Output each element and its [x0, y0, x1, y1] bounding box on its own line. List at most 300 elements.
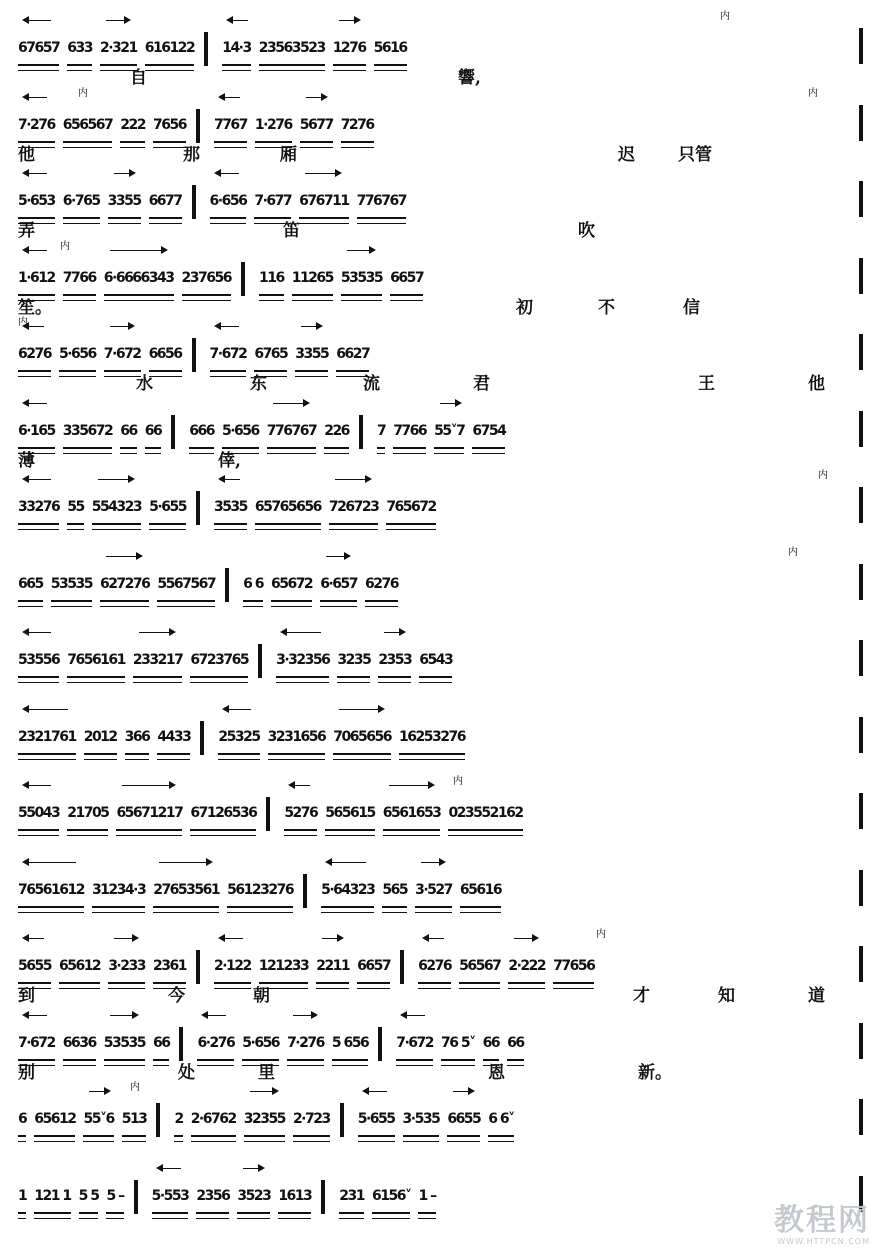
note-group: 7·276: [287, 1028, 324, 1061]
note-group: 2356: [196, 1181, 229, 1214]
slur-arrow: [24, 326, 44, 327]
lyric-char: 笛: [283, 221, 300, 241]
note-group: 5·553: [152, 1181, 189, 1214]
slur-arrow: [106, 20, 129, 21]
note-group: 53535: [104, 1028, 145, 1061]
slur-arrow: [339, 20, 359, 21]
score-row: [18, 624, 863, 700]
note-group: 6656: [149, 339, 182, 372]
lyrics-line: [18, 145, 863, 167]
score-row: [18, 471, 863, 547]
lyric-char: 水: [136, 374, 153, 394]
barline: [258, 644, 262, 678]
slur-arrow: [421, 862, 444, 863]
slur-arrow: [24, 173, 47, 174]
barline: [200, 721, 204, 755]
note-group: 56567: [459, 951, 500, 984]
end-barline: [859, 870, 863, 906]
barline: [179, 1027, 183, 1061]
slur-arrow: [24, 785, 51, 786]
score-row: [18, 165, 863, 241]
lyric-char: 君: [473, 374, 490, 394]
slur-arrow: [389, 785, 433, 786]
note-group: 3523: [237, 1181, 270, 1214]
note-group: 2321761: [18, 722, 76, 755]
note-group: 7766: [63, 263, 96, 296]
note-group: 2·6762: [191, 1104, 236, 1137]
end-barline: [859, 28, 863, 64]
lyrics-line: [18, 604, 863, 626]
note-group: 21705: [67, 798, 108, 831]
slur-arrow: [24, 709, 68, 710]
note-line: [18, 256, 863, 296]
slur-arrow: [24, 632, 51, 633]
note-line: [18, 485, 863, 525]
slur-arrow: [24, 403, 47, 404]
nei-mark: 内: [596, 929, 606, 940]
note-group: 554323: [92, 492, 141, 525]
note-group: 5·656: [59, 339, 96, 372]
slur-arrow: [159, 862, 211, 863]
note-group: 11265: [292, 263, 333, 296]
watermark-url: WWW.HTTPCN.COM: [777, 1237, 870, 1246]
note-group: 1276: [333, 33, 366, 66]
lyric-char: 自: [130, 68, 147, 88]
slur-arrow: [424, 938, 444, 939]
barline: [340, 1103, 344, 1137]
lyric-char: 那: [183, 144, 200, 165]
watermark: [774, 1205, 870, 1247]
note-line: [18, 791, 863, 831]
barline: [378, 1027, 382, 1061]
lyrics-line: [18, 68, 863, 90]
slur-arrow: [114, 938, 137, 939]
slur-arrow: [110, 250, 166, 251]
barline: [266, 797, 270, 831]
note-group: 53556: [18, 645, 59, 678]
note-group: 565615: [325, 798, 374, 831]
lyrics-line: [18, 833, 863, 855]
note-group: 6754: [472, 416, 505, 449]
lyrics-line: [18, 1063, 863, 1085]
slur-arrow: [402, 1015, 425, 1016]
note-group: 023552162: [448, 798, 522, 831]
note-group: 6636: [63, 1028, 96, 1061]
watermark-logo: 教程网: [774, 1203, 870, 1238]
note-group: 14·3: [222, 33, 251, 66]
note-group: 5 656: [332, 1028, 368, 1061]
note-line: [18, 26, 863, 66]
lyric-char: 迟: [618, 144, 635, 165]
slur-arrow: [326, 556, 349, 557]
note-group: 3355: [108, 186, 141, 219]
slur-arrow: [220, 479, 240, 480]
lyrics-line: [18, 680, 863, 702]
slur-arrow: [322, 938, 342, 939]
note-group: 6·765: [63, 186, 100, 219]
note-group: 7·677: [254, 186, 291, 219]
end-barline: [859, 487, 863, 523]
note-group: 5·64323: [321, 875, 374, 908]
note-group: 5616: [374, 33, 407, 66]
note-group: 7065656: [333, 722, 391, 755]
note-group: 3·535: [403, 1104, 440, 1137]
note-group: 7767: [214, 110, 247, 143]
lyric-char: 才: [633, 986, 650, 1006]
note-group: 2: [174, 1104, 182, 1137]
slur-arrow: [327, 862, 366, 863]
note-group: 65612: [34, 1104, 75, 1137]
note-line: [18, 1097, 863, 1137]
note-group: 121233: [259, 951, 308, 984]
lyric-char: 響,: [458, 68, 481, 88]
nei-mark: 内: [808, 87, 818, 99]
slur-arrow: [24, 250, 47, 251]
lyric-char: 东: [250, 374, 267, 394]
note-group: 5677: [300, 110, 333, 143]
slur-arrow: [282, 632, 321, 633]
slur-arrow: [514, 938, 537, 939]
note-line: [18, 1174, 863, 1214]
note-group: 65672: [271, 569, 312, 602]
end-barline: [859, 640, 863, 676]
barline: [134, 1180, 138, 1214]
note-group: 6 6: [243, 569, 263, 602]
note-group: 2·321: [100, 33, 137, 66]
note-line: [18, 103, 863, 143]
note-line: [18, 179, 863, 219]
score-row: [18, 12, 863, 88]
slur-arrow: [24, 862, 76, 863]
lyric-char: 厢: [280, 144, 297, 165]
barline: [321, 1180, 325, 1214]
note-group: 66: [120, 416, 136, 449]
slur-arrow: [273, 403, 308, 404]
lyrics-line: [18, 986, 863, 1008]
note-group: 6677: [149, 186, 182, 219]
slur-arrow: [110, 1015, 137, 1016]
slur-arrow: [339, 709, 383, 710]
lyric-char: 薄: [18, 450, 35, 471]
note-group: 3·527: [415, 875, 452, 908]
note-group: 67657: [18, 33, 59, 66]
lyric-char: 恩: [488, 1062, 505, 1083]
slur-arrow: [158, 1168, 181, 1169]
note-group: 6765: [254, 339, 287, 372]
barline: [196, 950, 200, 984]
note-group: 55˅7: [434, 416, 464, 449]
nei-mark: 内: [818, 470, 828, 481]
note-group: 2211: [316, 951, 349, 984]
slur-arrow: [24, 938, 44, 939]
note-group: 5 5: [79, 1181, 99, 1214]
note-group: 776767: [267, 416, 316, 449]
slur-arrow: [440, 403, 460, 404]
note-group: 5567567: [157, 569, 215, 602]
note-group: 5·653: [18, 186, 55, 219]
note-line: [18, 944, 863, 984]
barline: [204, 32, 208, 66]
note-group: 66: [507, 1028, 523, 1061]
score-row: [18, 930, 863, 1006]
lyric-char: 到: [18, 986, 35, 1006]
note-group: 6627: [336, 339, 369, 372]
note-line: [18, 409, 863, 449]
note-group: 726723: [329, 492, 378, 525]
lyric-char: 弄: [18, 221, 35, 241]
note-group: 6276: [418, 951, 451, 984]
note-group: 6657: [357, 951, 390, 984]
note-group: 6723765: [190, 645, 248, 678]
nei-mark: 内: [18, 317, 28, 328]
note-group: 2·222: [508, 951, 545, 984]
note-group: 1613: [278, 1181, 311, 1214]
note-line: [18, 332, 863, 372]
slur-arrow: [250, 1091, 277, 1092]
note-group: 656567: [63, 110, 112, 143]
note-group: 1·276: [255, 110, 292, 143]
barline: [192, 338, 196, 372]
lyrics-line: [18, 221, 863, 243]
barline: [156, 1103, 160, 1137]
slur-arrow: [24, 20, 51, 21]
note-group: 5·656: [222, 416, 259, 449]
slur-arrow: [290, 785, 310, 786]
note-group: 616122: [145, 33, 194, 66]
note-group: 67126536: [190, 798, 256, 831]
note-group: 23563523: [259, 33, 325, 66]
score-row: [18, 854, 863, 930]
note-group: 66: [145, 416, 161, 449]
slur-arrow: [364, 1091, 387, 1092]
note-group: 6655: [447, 1104, 480, 1137]
note-group: 6156˅: [372, 1181, 410, 1214]
note-group: 7·672: [18, 1028, 55, 1061]
note-line: [18, 1021, 863, 1061]
note-group: 16253276: [399, 722, 465, 755]
slur-arrow: [335, 479, 370, 480]
note-group: 3·32356: [276, 645, 329, 678]
note-group: 7766: [393, 416, 426, 449]
note-group: 5·655: [149, 492, 186, 525]
end-barline: [859, 334, 863, 370]
score-row: [18, 1007, 863, 1083]
lyric-char: 他: [18, 144, 35, 165]
note-group: 1: [18, 1181, 26, 1214]
note-group: 6·656: [210, 186, 247, 219]
slur-arrow: [216, 173, 239, 174]
note-group: 5 –: [106, 1181, 123, 1214]
note-line: [18, 715, 863, 755]
slur-arrow: [203, 1015, 226, 1016]
end-barline: [859, 793, 863, 829]
score-row: [18, 1083, 863, 1159]
lyrics-line: [18, 1139, 863, 1161]
slur-arrow: [24, 97, 47, 98]
end-barline: [859, 717, 863, 753]
note-group: 5655: [18, 951, 51, 984]
note-group: 32355: [244, 1104, 285, 1137]
nei-mark: 内: [788, 546, 798, 558]
note-group: 55043: [18, 798, 59, 831]
lyrics-line: [18, 757, 863, 779]
lyrics-line: [18, 451, 863, 473]
note-group: 565: [382, 875, 407, 908]
slur-arrow: [243, 1168, 263, 1169]
note-group: 633: [67, 33, 92, 66]
slur-arrow: [347, 250, 374, 251]
note-group: 66: [153, 1028, 169, 1061]
slur-arrow: [453, 1091, 473, 1092]
lyric-char: 王: [698, 374, 715, 394]
note-group: 7·276: [18, 110, 55, 143]
note-group: 76561612: [18, 875, 84, 908]
slur-arrow: [106, 556, 141, 557]
note-group: 366: [125, 722, 150, 755]
barline: [196, 109, 200, 143]
slur-arrow: [110, 326, 133, 327]
note-group: 7276: [341, 110, 374, 143]
lyric-char: 他: [808, 374, 825, 394]
barline: [400, 950, 404, 984]
note-group: 6561653: [383, 798, 441, 831]
lyric-char: 倖,: [218, 450, 241, 471]
note-group: 676711: [299, 186, 348, 219]
barline: [359, 415, 363, 449]
barline: [241, 262, 245, 296]
slur-arrow: [98, 479, 133, 480]
slur-arrow: [305, 173, 340, 174]
lyric-char: 信: [683, 297, 700, 318]
barline: [225, 568, 229, 602]
note-group: 3355: [295, 339, 328, 372]
nei-mark: 内: [720, 11, 730, 22]
lyrics-line: [18, 527, 863, 549]
slur-arrow: [306, 97, 326, 98]
note-group: 6 6˅: [488, 1104, 513, 1137]
note-group: 3235: [337, 645, 370, 678]
lyrics-line: [18, 298, 863, 320]
note-group: 335672: [63, 416, 112, 449]
note-group: 4433: [157, 722, 190, 755]
lyric-char: 吹: [578, 221, 595, 241]
note-group: 2·122: [214, 951, 251, 984]
note-group: 233217: [133, 645, 182, 678]
note-group: 1 –: [418, 1181, 435, 1214]
note-group: 31234·3: [92, 875, 145, 908]
slur-arrow: [216, 326, 239, 327]
end-barline: [859, 1099, 863, 1135]
score-row: [18, 548, 863, 624]
note-group: 27653561: [153, 875, 219, 908]
note-group: 3535: [214, 492, 247, 525]
slur-arrow: [301, 326, 321, 327]
end-barline: [859, 258, 863, 294]
note-group: 6276: [18, 339, 51, 372]
lyric-char: 别: [18, 1062, 35, 1083]
score-row: [18, 242, 863, 318]
note-group: 513: [122, 1104, 147, 1137]
slur-arrow: [24, 479, 51, 480]
lyrics-line: [18, 910, 863, 932]
note-group: 7·672: [396, 1028, 433, 1061]
score-row: [18, 777, 863, 853]
lyric-char: 只管: [678, 144, 712, 165]
note-group: 65765656: [255, 492, 321, 525]
note-group: 3·233: [108, 951, 145, 984]
note-group: 55: [67, 492, 83, 525]
note-group: 5276: [284, 798, 317, 831]
note-group: 6: [18, 1104, 26, 1137]
slur-arrow: [89, 1091, 109, 1092]
note-group: 5·656: [242, 1028, 279, 1061]
note-group: 237656: [182, 263, 231, 296]
note-group: 1·612: [18, 263, 55, 296]
nei-mark: 内: [130, 1082, 140, 1093]
note-group: 231: [339, 1181, 364, 1214]
lyric-char: 道: [808, 986, 825, 1006]
note-group: 5·655: [358, 1104, 395, 1137]
note-group: 7656: [153, 110, 186, 143]
note-group: 627276: [100, 569, 149, 602]
nei-mark: 内: [453, 776, 463, 787]
end-barline: [859, 1023, 863, 1059]
barline: [196, 491, 200, 525]
slur-arrow: [293, 1015, 316, 1016]
note-group: 665: [18, 569, 43, 602]
lyrics-line: [18, 374, 863, 396]
note-group: 76 5˅: [441, 1028, 475, 1061]
note-group: 56123276: [227, 875, 293, 908]
note-group: 3231656: [268, 722, 326, 755]
lyric-char: 流: [363, 374, 380, 394]
note-group: 65671217: [116, 798, 182, 831]
slur-arrow: [228, 20, 248, 21]
slur-arrow: [220, 97, 240, 98]
note-group: 7: [377, 416, 385, 449]
note-group: 765672: [386, 492, 435, 525]
note-group: 776767: [357, 186, 406, 219]
slur-arrow: [384, 632, 404, 633]
note-group: 6·657: [320, 569, 357, 602]
slur-arrow: [220, 938, 243, 939]
note-group: 7·672: [104, 339, 141, 372]
lyric-char: 笙。: [18, 297, 52, 318]
note-group: 25325: [218, 722, 259, 755]
barline: [303, 874, 307, 908]
end-barline: [859, 105, 863, 141]
note-group: 666: [189, 416, 214, 449]
score-row: [18, 318, 863, 394]
lyric-char: 朝: [253, 986, 270, 1006]
score-row: [18, 701, 863, 777]
score-row: [18, 89, 863, 165]
note-group: 6657: [390, 263, 423, 296]
lyric-char: 里: [258, 1062, 275, 1083]
note-group: 2·723: [293, 1104, 330, 1137]
note-group: 53535: [51, 569, 92, 602]
slur-arrow: [224, 709, 251, 710]
end-barline: [859, 181, 863, 217]
note-group: 6276: [365, 569, 398, 602]
note-line: [18, 638, 863, 678]
end-barline: [859, 564, 863, 600]
note-group: 6543: [419, 645, 452, 678]
note-group: 2361: [153, 951, 186, 984]
note-group: 6·165: [18, 416, 55, 449]
lyric-char: 新。: [638, 1062, 672, 1083]
slur-arrow: [139, 632, 174, 633]
